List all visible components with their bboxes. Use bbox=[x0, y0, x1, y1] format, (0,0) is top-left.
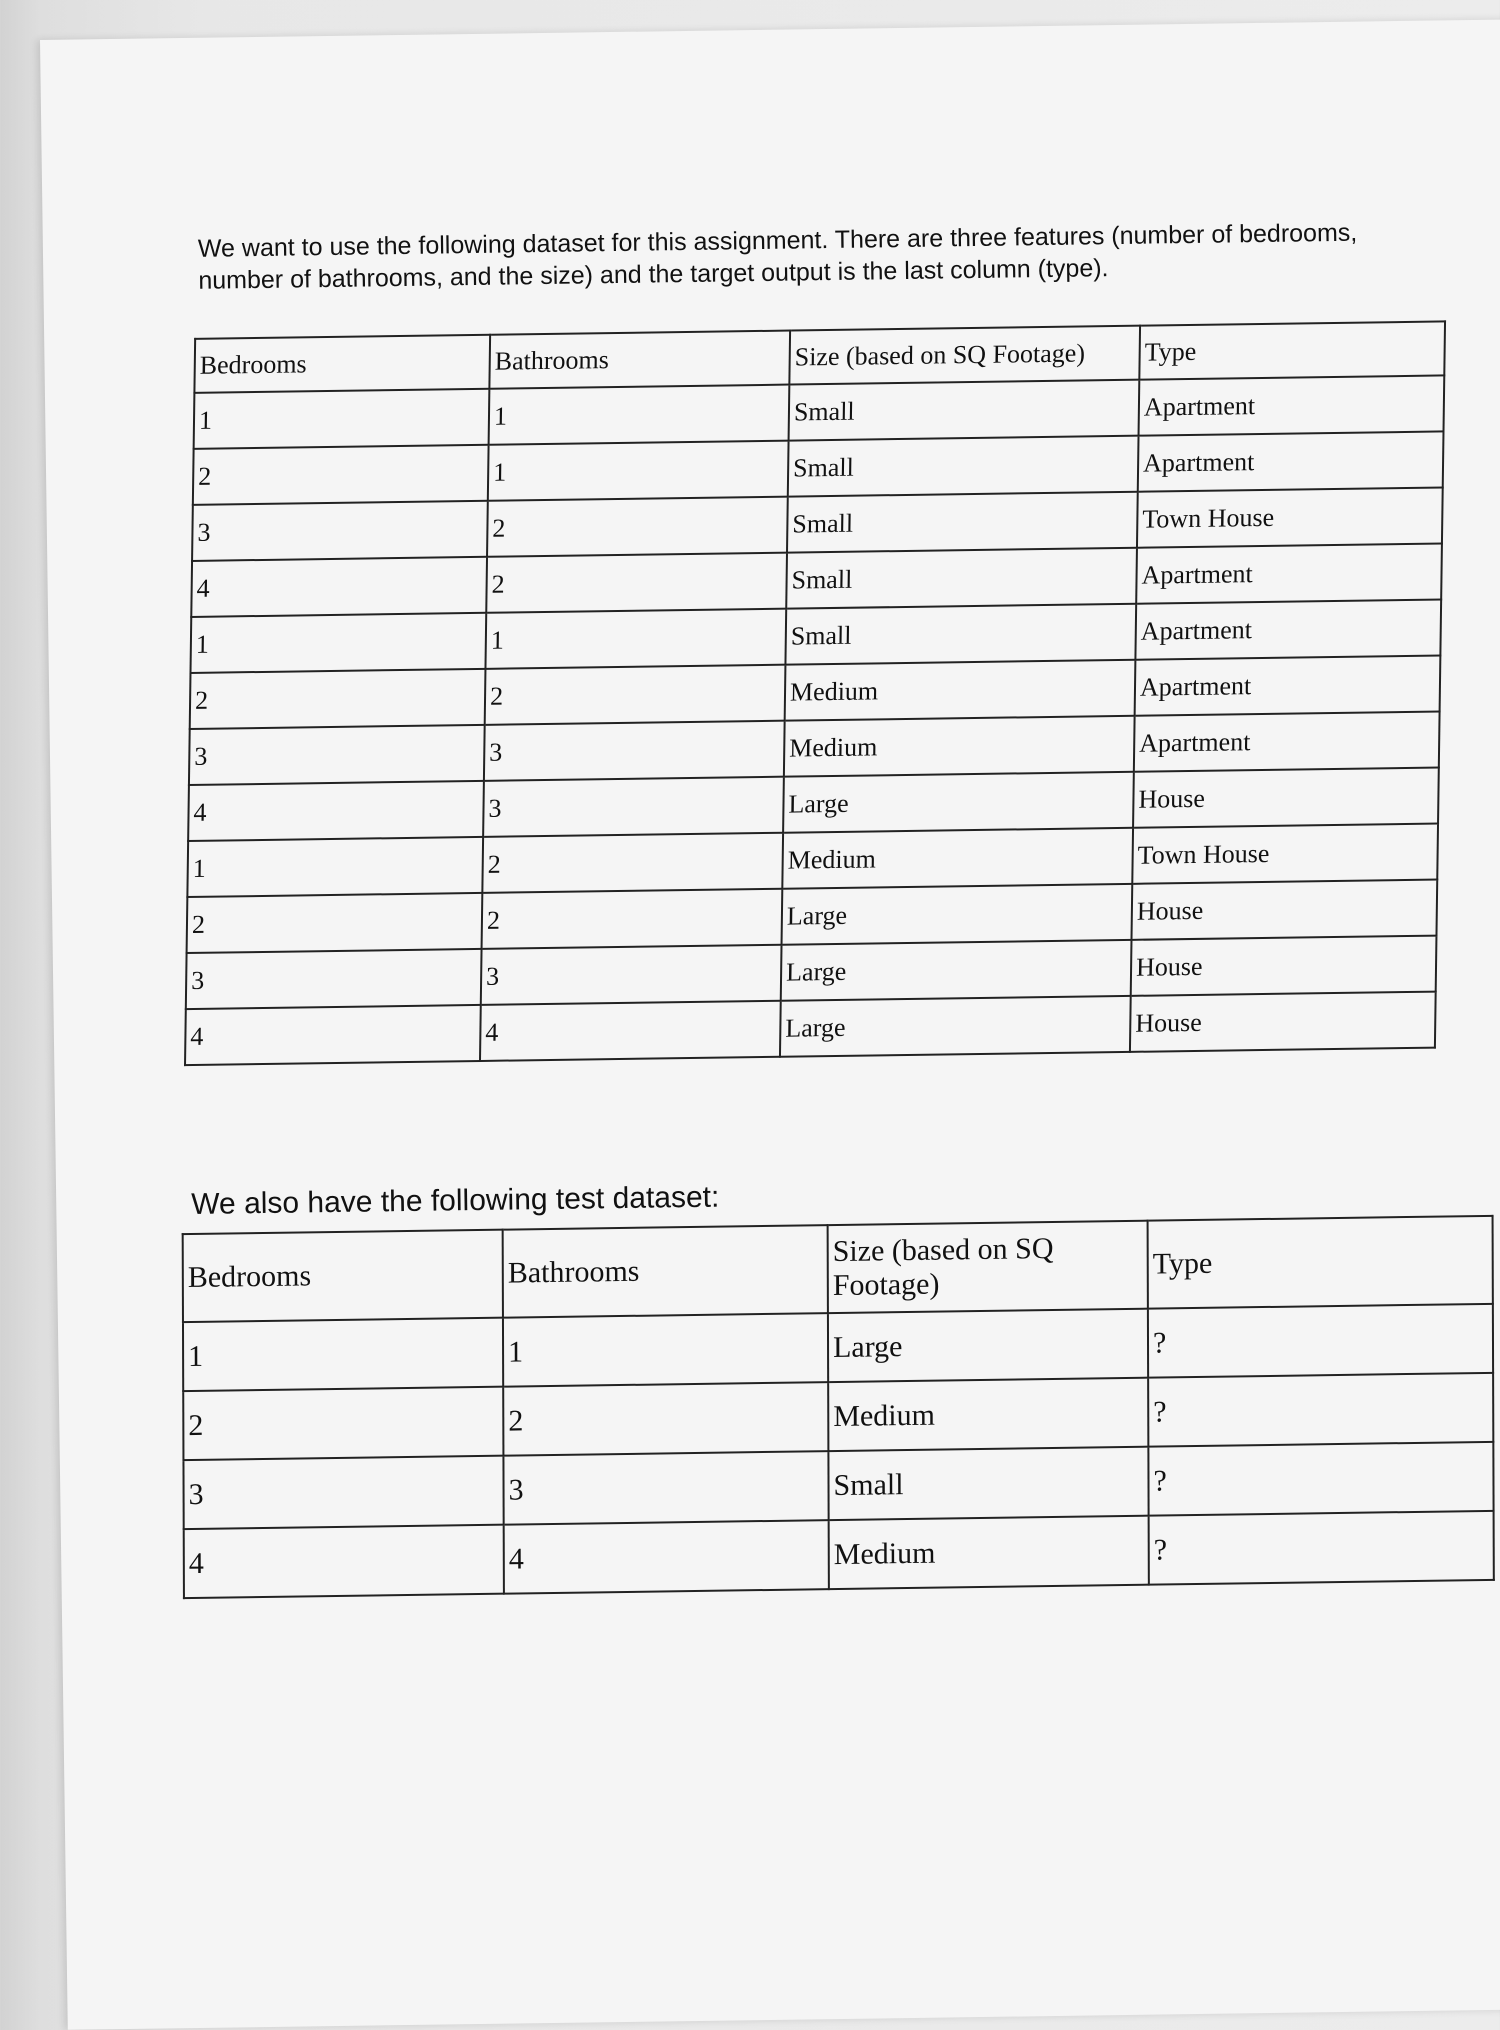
bedrooms-cell: 4 bbox=[184, 1525, 504, 1598]
bedrooms-cell: 4 bbox=[188, 781, 484, 841]
intro-paragraph: We want to use the following dataset for this assignment. There are three features (number of bedrooms, number of bathrooms, and the size) and the target output is the last column (type). bbox=[197, 218, 1358, 295]
bedrooms-cell: 1 bbox=[187, 837, 483, 897]
bedrooms-cell: 1 bbox=[194, 389, 490, 449]
bedrooms-cell: 4 bbox=[191, 557, 487, 617]
bedrooms-cell: 2 bbox=[193, 445, 489, 505]
bathrooms-cell: 2 bbox=[503, 1382, 828, 1456]
size-cell: Small bbox=[786, 548, 1137, 609]
bathrooms-cell: 2 bbox=[487, 497, 788, 557]
size-cell: Small bbox=[789, 380, 1140, 441]
type-cell: Apartment bbox=[1136, 543, 1442, 603]
bedrooms-cell: 4 bbox=[185, 1005, 481, 1065]
header-type: Type bbox=[1148, 1216, 1493, 1309]
bathrooms-cell: 2 bbox=[485, 665, 786, 725]
size-cell: Large bbox=[783, 772, 1134, 833]
header-size: Size (based on SQ Footage) bbox=[789, 326, 1140, 385]
type-cell: Town House bbox=[1132, 824, 1438, 884]
size-cell: Medium bbox=[828, 1378, 1148, 1451]
size-cell: Large bbox=[780, 996, 1131, 1057]
bedrooms-cell: 3 bbox=[186, 949, 482, 1009]
bathrooms-cell: 4 bbox=[480, 1001, 781, 1061]
size-cell: Medium bbox=[785, 660, 1136, 721]
size-cell: Medium bbox=[782, 828, 1133, 889]
bathrooms-cell: 3 bbox=[481, 945, 782, 1005]
bedrooms-cell: 2 bbox=[183, 1387, 503, 1460]
bedrooms-cell: 2 bbox=[190, 669, 486, 729]
header-bedrooms: Bedrooms bbox=[194, 335, 490, 393]
type-cell: Apartment bbox=[1135, 599, 1441, 659]
bathrooms-cell: 2 bbox=[486, 553, 787, 613]
size-cell: Small bbox=[828, 1447, 1148, 1520]
bedrooms-cell: 3 bbox=[183, 1456, 503, 1529]
size-cell: Large bbox=[782, 884, 1133, 945]
bathrooms-cell: 2 bbox=[482, 833, 783, 893]
type-cell: House bbox=[1133, 768, 1439, 828]
test-intro-text: We also have the following test dataset: bbox=[191, 1180, 720, 1221]
size-cell: Large bbox=[781, 940, 1132, 1001]
type-cell: ? bbox=[1148, 1442, 1493, 1516]
bedrooms-cell: 3 bbox=[189, 725, 485, 785]
bedrooms-cell: 2 bbox=[187, 893, 483, 953]
header-type: Type bbox=[1139, 321, 1445, 379]
bathrooms-cell: 3 bbox=[484, 721, 785, 781]
bathrooms-cell: 1 bbox=[488, 441, 789, 501]
bathrooms-cell: 2 bbox=[482, 889, 783, 949]
header-size: Size (based on SQ Footage) bbox=[828, 1221, 1148, 1313]
size-cell: Small bbox=[788, 436, 1139, 497]
bedrooms-cell: 3 bbox=[192, 501, 488, 561]
bathrooms-cell: 1 bbox=[489, 385, 790, 445]
size-cell: Medium bbox=[829, 1516, 1149, 1589]
paper-sheet bbox=[40, 19, 1500, 2029]
type-cell: House bbox=[1131, 880, 1437, 940]
size-cell: Medium bbox=[784, 716, 1135, 777]
training-table bbox=[184, 320, 1446, 1066]
type-cell: Apartment bbox=[1138, 431, 1444, 491]
type-cell: ? bbox=[1148, 1304, 1493, 1378]
header-bathrooms: Bathrooms bbox=[489, 331, 790, 389]
type-cell: Apartment bbox=[1134, 712, 1440, 772]
bedrooms-cell: 1 bbox=[183, 1318, 503, 1391]
size-cell: Large bbox=[828, 1309, 1148, 1382]
type-cell: House bbox=[1130, 992, 1436, 1052]
test-table bbox=[182, 1215, 1495, 1599]
bathrooms-cell: 4 bbox=[504, 1520, 829, 1594]
type-cell: Apartment bbox=[1139, 375, 1445, 435]
bathrooms-cell: 1 bbox=[485, 609, 786, 669]
type-cell: House bbox=[1131, 936, 1437, 996]
header-bedrooms: Bedrooms bbox=[183, 1230, 503, 1322]
size-cell: Small bbox=[785, 604, 1136, 665]
type-cell: Apartment bbox=[1135, 656, 1441, 716]
bathrooms-cell: 3 bbox=[503, 1451, 828, 1525]
bathrooms-cell: 3 bbox=[483, 777, 784, 837]
bathrooms-cell: 1 bbox=[503, 1313, 828, 1387]
type-cell: Town House bbox=[1137, 487, 1443, 547]
size-cell: Small bbox=[787, 492, 1138, 553]
type-cell: ? bbox=[1149, 1511, 1494, 1585]
header-bathrooms: Bathrooms bbox=[503, 1225, 828, 1318]
bedrooms-cell: 1 bbox=[190, 613, 486, 673]
type-cell: ? bbox=[1148, 1373, 1493, 1447]
